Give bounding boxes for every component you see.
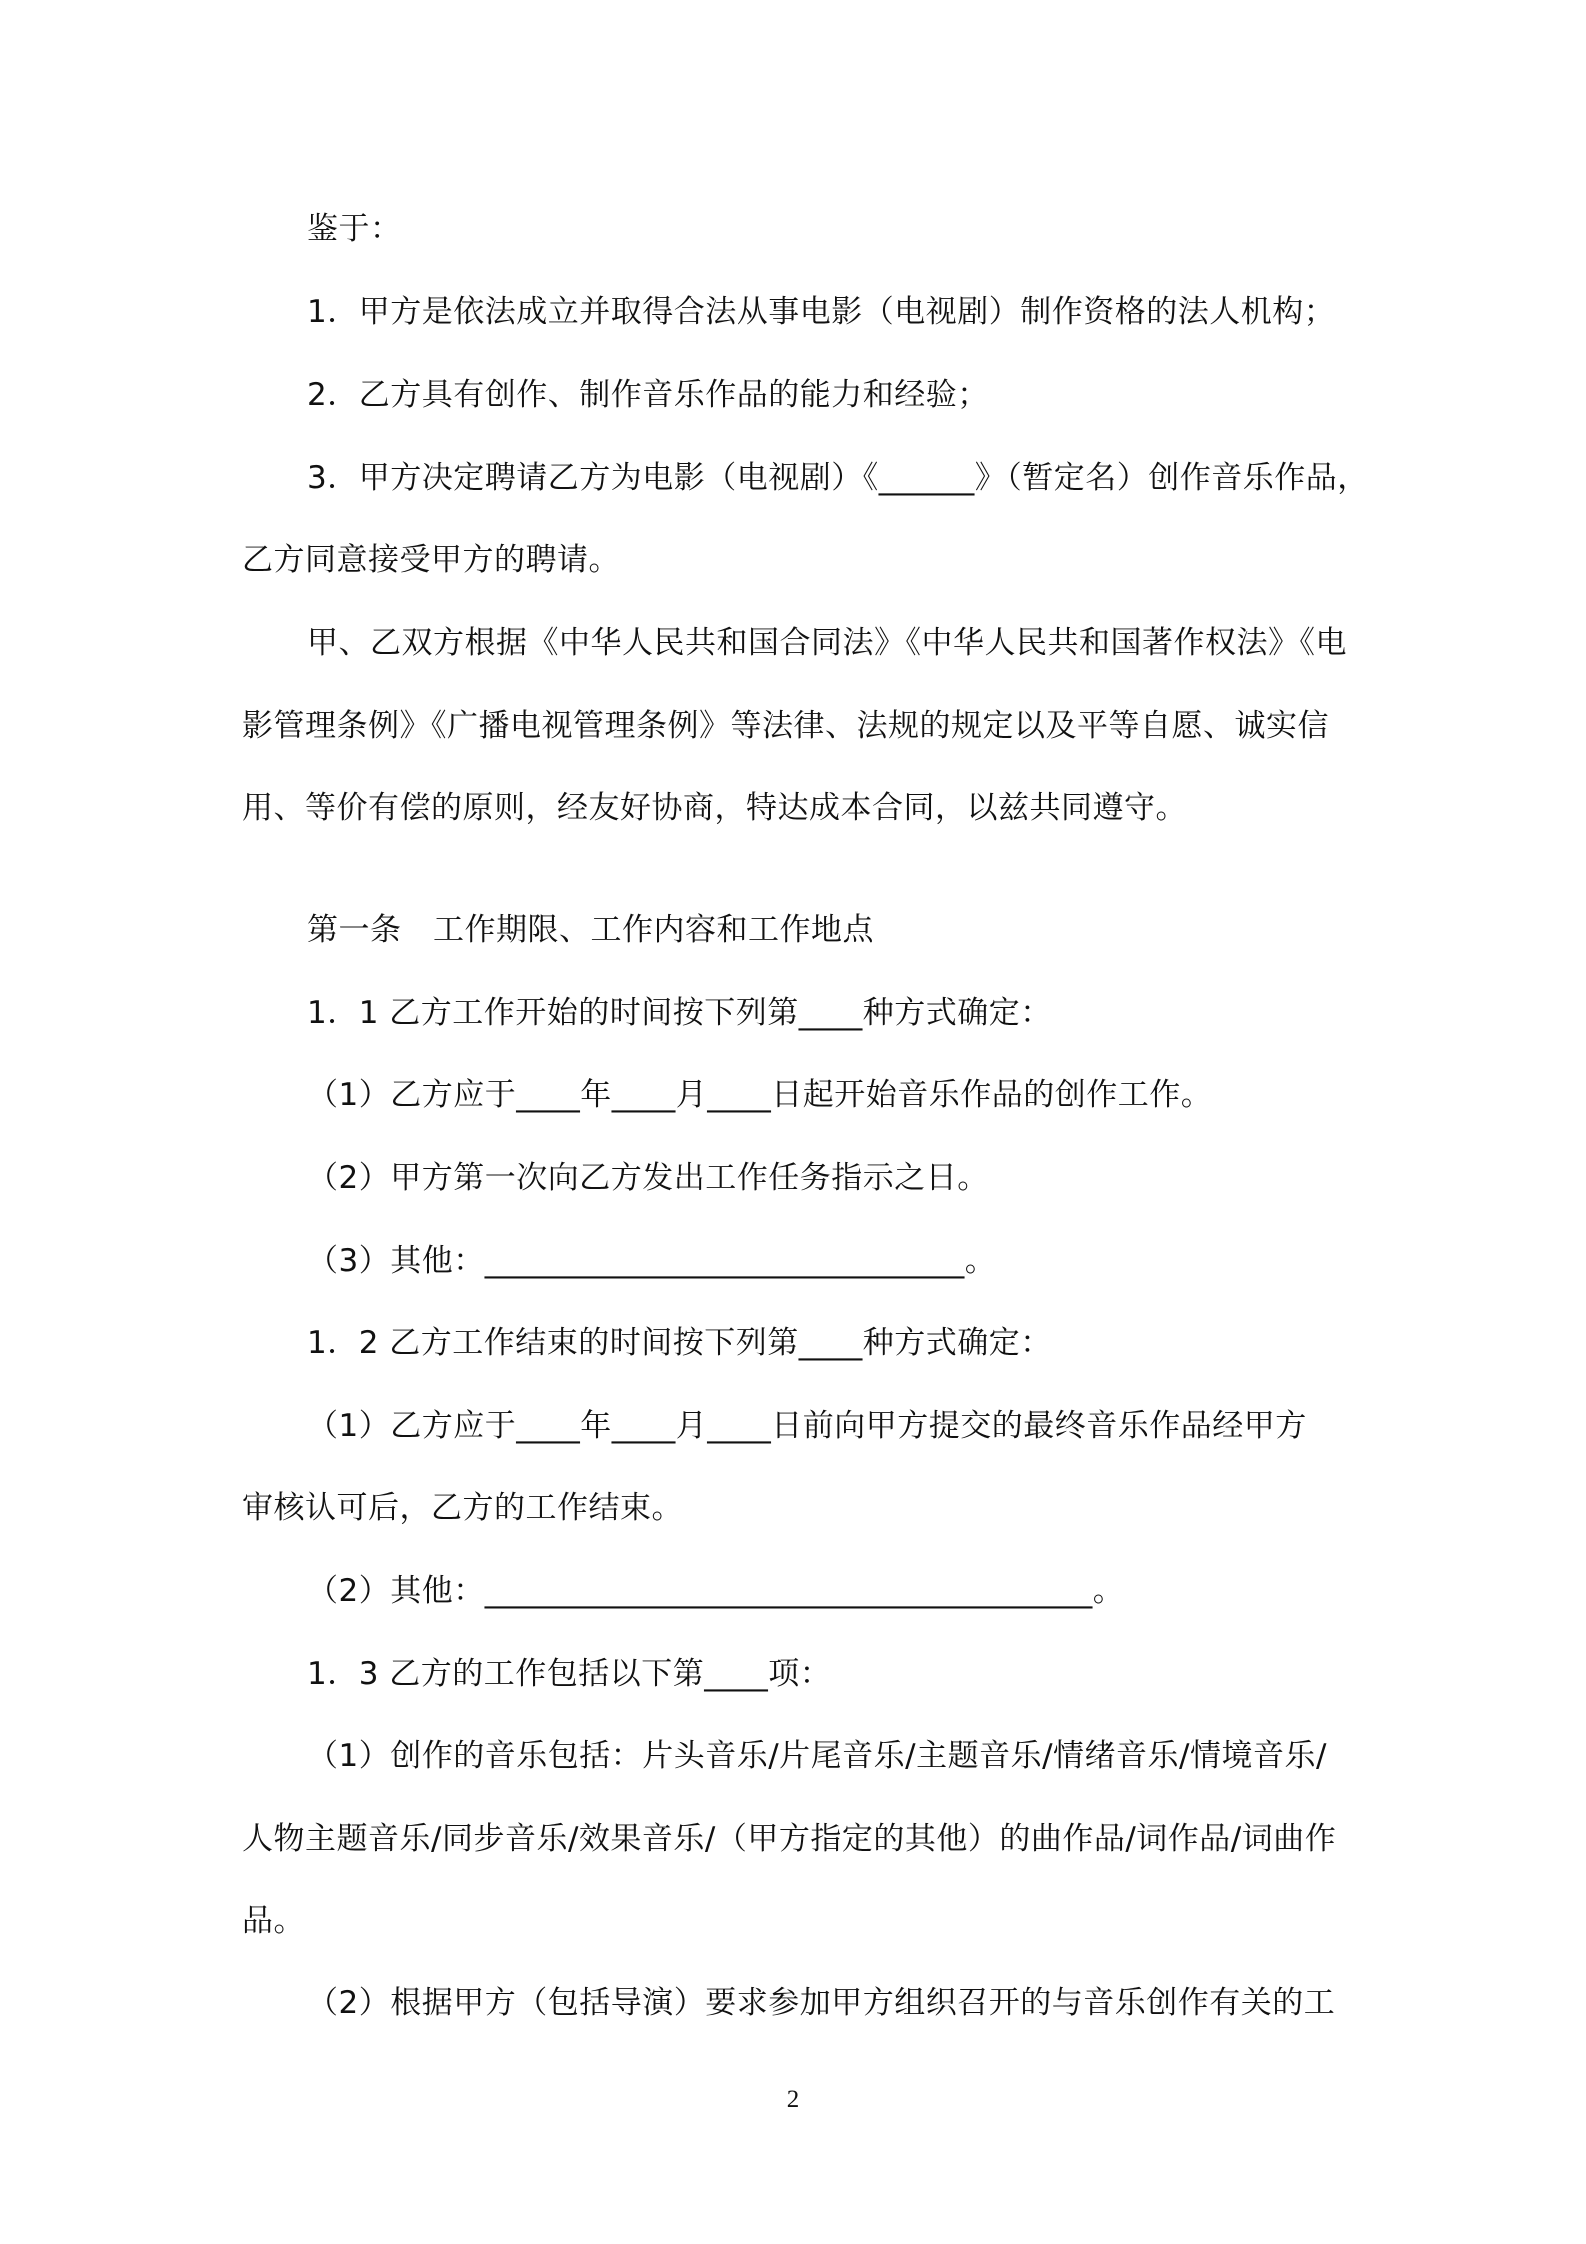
page-number: 2 [786, 2086, 800, 2113]
text-line: （2）甲方第一次向乙方发出工作任务指示之日。 [307, 1160, 989, 1196]
text-line: （1）乙方应于____年____月____日前向甲方提交的最终音乐作品经甲方 [307, 1408, 1307, 1444]
text-line: 审核认可后，乙方的工作结束。 [242, 1490, 683, 1526]
text-line: （1）创作的音乐包括：片头音乐/片尾音乐/主题音乐/情绪音乐/情境音乐/ [307, 1738, 1327, 1774]
text-line: 2．乙方具有创作、制作音乐作品的能力和经验； [307, 377, 989, 413]
text-line: 影管理条例》《广播电视管理条例》等法律、法规的规定以及平等自愿、诚实信 [242, 708, 1329, 744]
text-line: 第一条 工作期限、工作内容和工作地点 [307, 912, 874, 948]
text-line: 用、等价有偿的原则，经友好协商，特达成本合同，以兹共同遵守。 [242, 790, 1187, 826]
text-line: 1．2 乙方工作结束的时间按下列第____种方式确定： [307, 1325, 1052, 1361]
text-line: 3．甲方决定聘请乙方为电影（电视剧）《______》（暂定名）创作音乐作品， [307, 460, 1369, 496]
text-line: 品。 [242, 1903, 305, 1939]
text-line: （2）根据甲方（包括导演）要求参加甲方组织召开的与音乐创作有关的工 [307, 1985, 1336, 2021]
text-line: 乙方同意接受甲方的聘请。 [242, 542, 620, 578]
text-line: 1．甲方是依法成立并取得合法从事电影（电视剧）制作资格的法人机构； [307, 294, 1336, 330]
text-line: 1．3 乙方的工作包括以下第____项： [307, 1656, 832, 1692]
text-line: 人物主题音乐/同步音乐/效果音乐/（甲方指定的其他）的曲作品/词作品/词曲作 [242, 1821, 1337, 1857]
text-line: （1）乙方应于____年____月____日起开始音乐作品的创作工作。 [307, 1077, 1213, 1113]
text-line: （2）其他：______________________________________。 [307, 1573, 1125, 1609]
text-line: （3）其他：______________________________。 [307, 1243, 997, 1279]
text-line: 1．1 乙方工作开始的时间按下列第____种方式确定： [307, 995, 1052, 1031]
text-line: 甲、乙双方根据《中华人民共和国合同法》《中华人民共和国著作权法》《电 [307, 625, 1347, 661]
text-line: 鉴于： [307, 211, 402, 247]
